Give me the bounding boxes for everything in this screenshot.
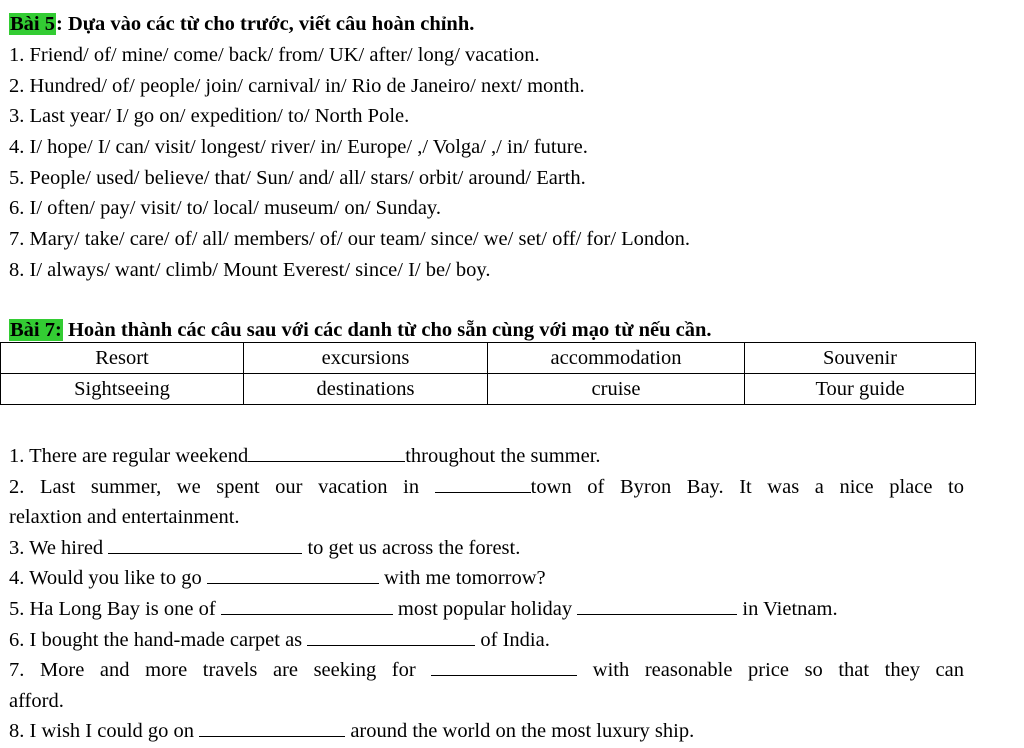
ex7-question-1 bbox=[9, 444, 601, 468]
q1-text-start: 1. There are regular weekend bbox=[9, 445, 249, 467]
q7-text-start: 7. More and more travels are seeking for bbox=[9, 659, 432, 681]
q3-text-end: to get us across the forest. bbox=[302, 537, 521, 559]
word-box-cell: destinations bbox=[244, 374, 488, 405]
ex5-item-7: 7. Mary/ take/ care/ of/ all/ members/ of/ our team/ since/ we/ set/ off/ for/ London. bbox=[9, 228, 691, 250]
ex7-question-7-continued: afford. bbox=[9, 690, 64, 712]
word-box-cell: accommodation bbox=[488, 343, 745, 374]
exercise-5-title: : Dựa vào các từ cho trước, viết câu hoàn chỉnh. bbox=[56, 13, 475, 35]
q4-text-start: 4. Would you like to go bbox=[9, 567, 207, 589]
exercise-5-tag: Bài 5 bbox=[10, 13, 55, 35]
ex7-question-2 bbox=[9, 475, 964, 499]
word-box-cell: Resort bbox=[1, 343, 244, 374]
ex7-question-5 bbox=[9, 597, 838, 621]
answer-blank[interactable] bbox=[108, 536, 302, 554]
ex5-item-5: 5. People/ used/ believe/ that/ Sun/ and/ all/ stars/ orbit/ around/ Earth. bbox=[9, 167, 586, 189]
answer-blank[interactable] bbox=[577, 597, 737, 615]
answer-blank[interactable] bbox=[207, 566, 379, 584]
ex7-question-8 bbox=[9, 719, 694, 743]
q2-text-start: 2. Last summer, we spent our vacation in bbox=[9, 476, 435, 498]
exercise-7-tag: Bài 7: bbox=[10, 319, 62, 341]
q7-text-end: with reasonable price so that they can bbox=[577, 659, 964, 681]
word-box-row bbox=[1, 374, 976, 405]
word-box-cell: Tour guide bbox=[745, 374, 976, 405]
answer-blank[interactable] bbox=[221, 597, 393, 615]
ex7-question-4 bbox=[9, 566, 546, 590]
word-box-cell: Sightseeing bbox=[1, 374, 244, 405]
answer-blank[interactable] bbox=[431, 658, 577, 676]
q5-text-end: in Vietnam. bbox=[737, 598, 838, 620]
q5-text-middle: most popular holiday bbox=[392, 598, 578, 620]
q5-text-start: 5. Ha Long Bay is one of bbox=[9, 598, 221, 620]
ex7-question-7 bbox=[9, 658, 964, 682]
ex7-question-3 bbox=[9, 536, 520, 560]
exercise-7-title: Hoàn thành các câu sau với các danh từ cho sẵn cùng với mạo từ nếu cần. bbox=[62, 319, 712, 341]
answer-blank[interactable] bbox=[435, 475, 531, 493]
ex5-item-2: 2. Hundred/ of/ people/ join/ carnival/ in/ Rio de Janeiro/ next/ month. bbox=[9, 75, 585, 97]
q2-text-end: town of Byron Bay. It was a nice place to bbox=[530, 476, 964, 498]
q4-text-end: with me tomorrow? bbox=[378, 567, 546, 589]
word-box-cell: cruise bbox=[488, 374, 745, 405]
q1-text-end: throughout the summer. bbox=[405, 445, 601, 467]
ex5-item-6: 6. I/ often/ pay/ visit/ to/ local/ museum/ on/ Sunday. bbox=[9, 197, 441, 219]
ex5-item-4: 4. I/ hope/ I/ can/ visit/ longest/ river/ in/ Europe/ ,/ Volga/ ,/ in/ future. bbox=[9, 136, 588, 158]
word-box-cell: Souvenir bbox=[745, 343, 976, 374]
word-box-table bbox=[0, 342, 976, 405]
ex7-question-2-continued: relaxtion and entertainment. bbox=[9, 506, 240, 528]
q6-text-end: of India. bbox=[475, 629, 550, 651]
q6-text-start: 6. I bought the hand-made carpet as bbox=[9, 629, 308, 651]
answer-blank[interactable] bbox=[199, 719, 345, 737]
answer-blank[interactable] bbox=[307, 628, 475, 646]
ex5-item-1: 1. Friend/ of/ mine/ come/ back/ from/ UK/ after/ long/ vacation. bbox=[9, 44, 540, 66]
ex5-item-3: 3. Last year/ I/ go on/ expedition/ to/ North Pole. bbox=[9, 105, 410, 127]
ex7-question-6 bbox=[9, 628, 550, 652]
exercise-7-heading bbox=[9, 318, 712, 342]
q8-text-end: around the world on the most luxury ship. bbox=[345, 720, 695, 742]
ex5-item-8: 8. I/ always/ want/ climb/ Mount Everest/ since/ I/ be/ boy. bbox=[9, 259, 491, 281]
q8-text-start: 8. I wish I could go on bbox=[9, 720, 200, 742]
exercise-5-heading bbox=[9, 12, 474, 36]
word-box-row bbox=[1, 343, 976, 374]
word-box-cell: excursions bbox=[244, 343, 488, 374]
answer-blank[interactable] bbox=[248, 444, 405, 462]
q3-text-start: 3. We hired bbox=[9, 537, 109, 559]
